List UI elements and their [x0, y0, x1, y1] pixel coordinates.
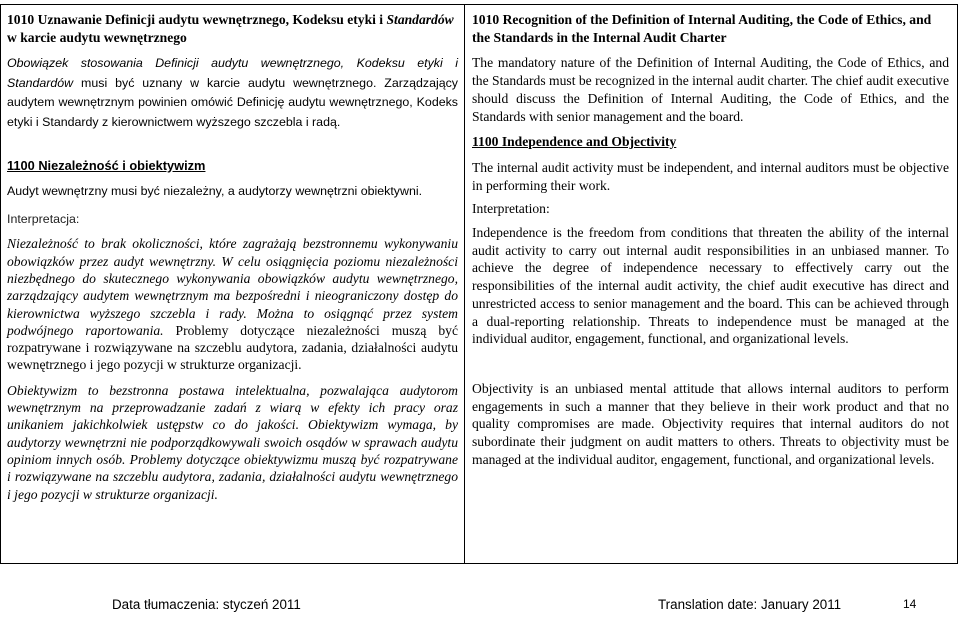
- paragraph-interpretation-independence-en: Independence is the freedom from conditions that threaten the ability of the internal audit activity to carry out internal audit responsibilities in an unbiased manner. To achieve the degree of independence necessary to effectively carry out the responsibilities of the internal audit activity, the chief audit executive has direct and unrestricted access to senior management and the board. This can be achieved through a dual-reporting relationship. Threats to independence must be managed at the individual auditor, engagement, functional, and organizational levels.: [472, 225, 949, 347]
- paragraph-independence-pl: Audyt wewnętrzny musi być niezależny, a audytorzy wewnętrzni obiektywni.: [7, 184, 423, 199]
- paragraph-charter-pl-italic: Obowiązek stosowania Definicji audytu wewnętrznego, Kodeksu etyki i Standardów: [7, 56, 458, 90]
- paragraph-charter-pl-text: musi być uznany w karcie audytu wewnętrznego. Zarządzający audytem wewnętrznym powinien omówić Definicję audytu wewnętrznego, Kodeks etyki i Standardy z kierownictwem wyższego szczebla i radą.: [7, 75, 458, 129]
- paragraph-objectivity-pl: Obiektywizm to bezstronna postawa intelektualna, pozwalająca audytorom wewnętrznym na przeprowadzanie zadań z wiarą w efekty ich pracy oraz unikaniem jakichkolwiek ustępstw co do jakości. Obiektywizm wymaga, by audytorzy wewnętrzni nie podporządkowywali swoich osądów w sprawach audytu opiniom innych osób. Problemy dotyczące obiektywizmu muszą być rozpatrywane i rozwiązywane na szczeblu audytora, zadania, działalności audytu wewnętrznego i jego pozycji w strukturze organizacji.: [7, 382, 458, 502]
- interpretation-label-pl: Interpretacja:: [7, 211, 80, 226]
- heading-1010-pl-italic: Standardów: [386, 12, 454, 27]
- bilingual-standards-table: [0, 4, 958, 564]
- heading-1010-pl: [7, 11, 458, 46]
- paragraph-independence-en: The internal audit activity must be independent, and internal auditors must be objective in performing their work.: [472, 159, 949, 193]
- paragraph-charter-pl: [7, 54, 458, 132]
- paragraph-interpretation-independence-pl-italic: Niezależność to brak okoliczności, które zagrażają bezstronnemu wykonywaniu obowiązków przez audyt wewnętrzny. W celu osiągnięcia poziomu niezależności niezbędnego do skutecznego wykonywania obowiązków audytu wewnętrznego, zarządzający audytem wewnętrznym ma bezpośredni i nieograniczony dostęp do kierownictwa wyższego szczebla i rady. Można to osiągnąć przez system podwójnego raportowania.: [7, 236, 458, 338]
- interpretation-label-en: Interpretation:: [472, 201, 550, 217]
- heading-1100-pl: 1100 Niezależność i obiektywizm: [7, 157, 206, 173]
- heading-1010-pl-text: 1010 Uznawanie Definicji audytu wewnętrznego, Kodeksu etyki i: [7, 12, 387, 27]
- paragraph-charter-en: The mandatory nature of the Definition of Internal Auditing, the Code of Ethics, and the Standards must be recognized in the internal audit charter. The chief audit executive should discuss the Definition of Internal Auditing, the Code of Ethics, and the Standards with senior management and the board.: [472, 55, 949, 124]
- paragraph-interpretation-independence-pl-text: Problemy dotyczące niezależności muszą być rozpatrywane i rozwiązywane na szczeblu audytora, zadania, działalności audytu wewnętrznego i jego pozycji w strukturze organizacji.: [7, 322, 459, 373]
- paragraph-interpretation-independence-pl: [7, 235, 458, 373]
- heading-1100-en: 1100 Independence and Objectivity: [472, 134, 677, 150]
- heading-1010-en: 1010 Recognition of the Definition of Internal Auditing, the Code of Ethics, and the Standards in the Internal Audit Charter: [472, 12, 932, 45]
- heading-1010-pl-end: w karcie audytu wewnętrznego: [7, 29, 187, 45]
- english-column: [465, 5, 957, 563]
- translation-date-en: Translation date: January 2011: [658, 597, 842, 612]
- page-footer: [0, 597, 960, 615]
- translation-date-pl: Data tłumaczenia: styczeń 2011: [112, 597, 301, 612]
- polish-column: [1, 5, 465, 563]
- page-number: 14: [903, 597, 917, 611]
- paragraph-objectivity-en: Objectivity is an unbiased mental attitude that allows internal auditors to perform engagements in such a manner that they believe in their work product and that no quality compromises are made. Objectivity requires that internal auditors do not subordinate their judgment on audit matters to others. Threats to objectivity must be managed at the individual auditor, engagement, functional, and organizational levels.: [472, 380, 949, 467]
